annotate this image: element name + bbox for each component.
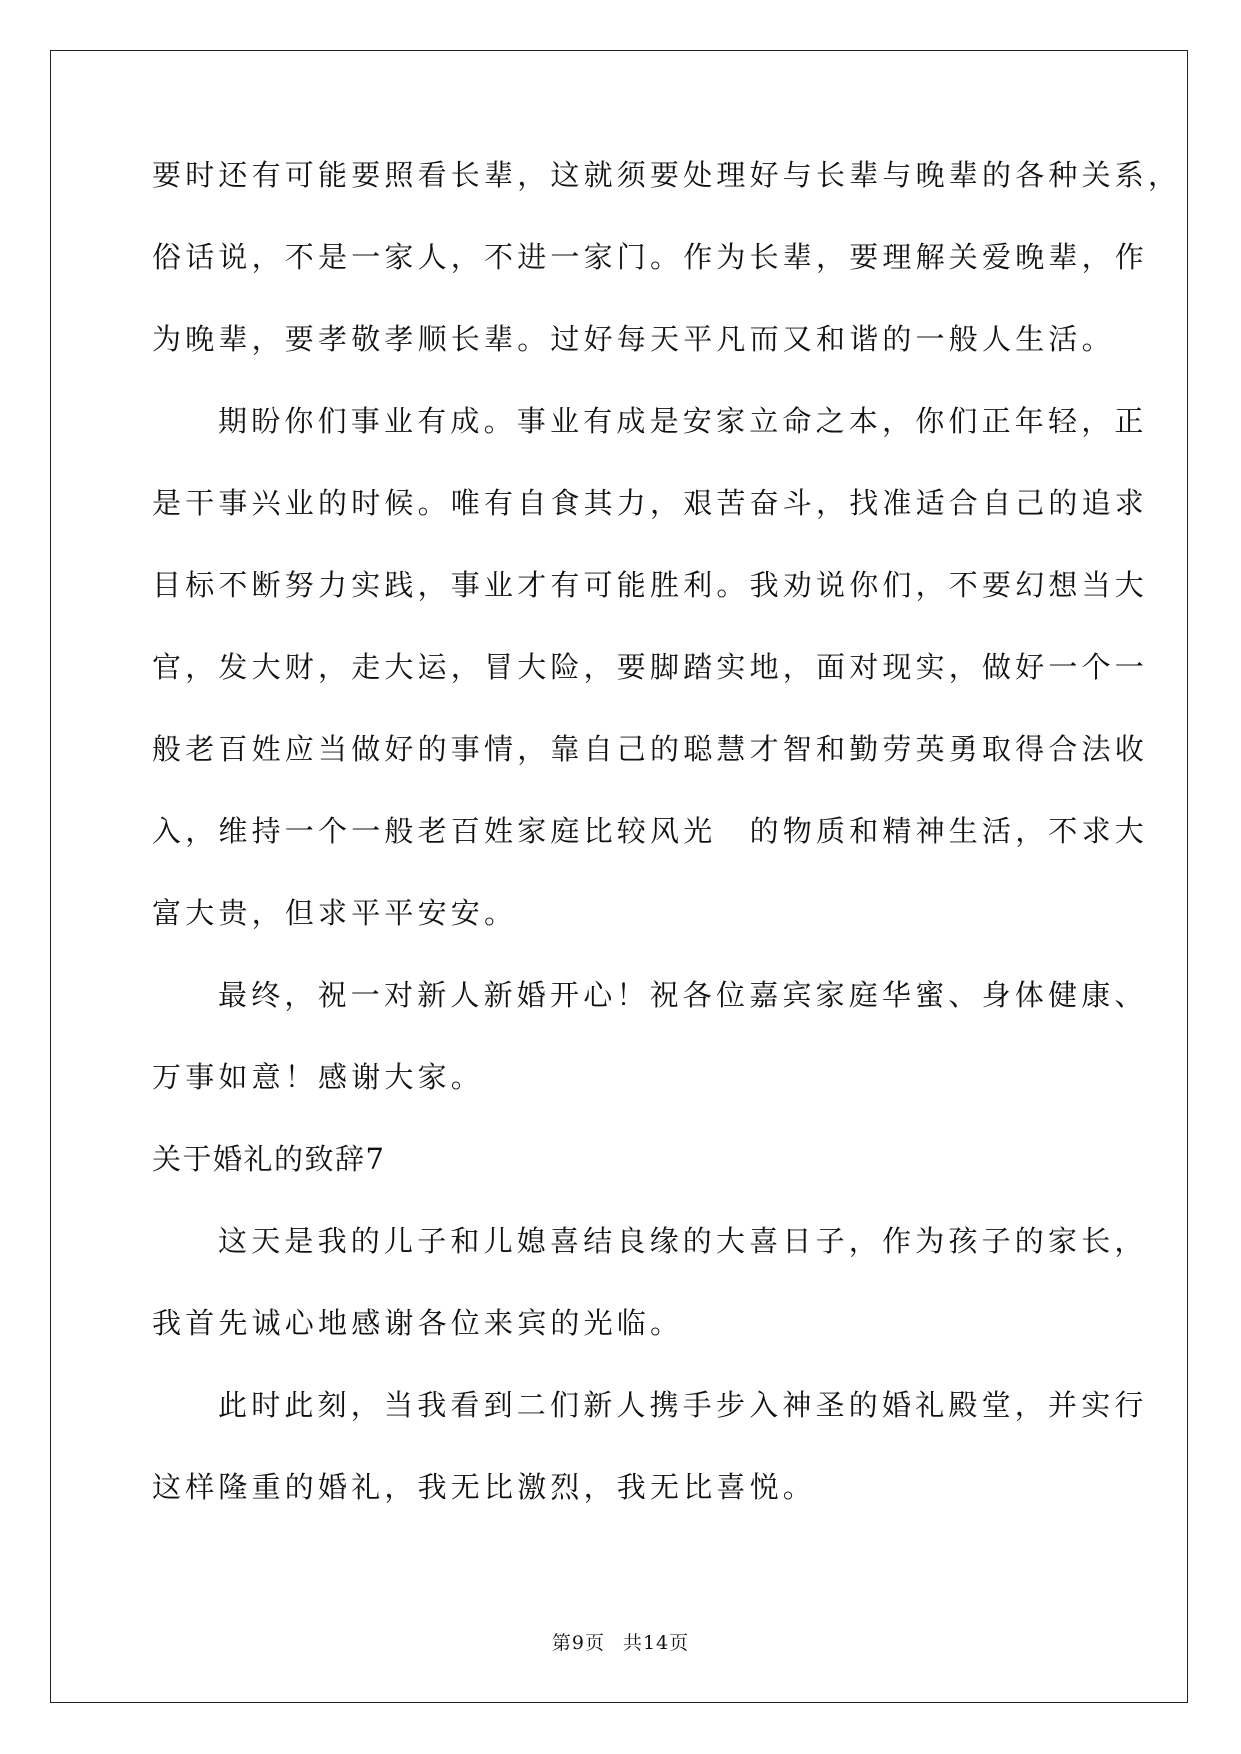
text-line: 为晚辈，要孝敬孝顺长辈。过好每天平凡而又和谐的一般人生活。 — [152, 322, 1115, 356]
text-line: 入，维持一个一般老百姓家庭比较风光 的物质和精神生活，不求大 — [152, 814, 1149, 848]
section-heading: 关于婚礼的致辞7 — [152, 1142, 386, 1176]
document-body — [152, 155, 1182, 1549]
page-total: 共14页 — [622, 1632, 690, 1654]
text-line: 目标不断努力实践，事业才有可能胜利。我劝说你们，不要幻想当大 — [152, 568, 1149, 602]
paragraph-start-line: 期盼你们事业有成。事业有成是安家立命之本，你们正年轻，正 — [218, 404, 1148, 438]
page-footer — [0, 1628, 1241, 1655]
text-line: 官，发大财，走大运，冒大险，要脚踏实地，面对现实，做好一个一 — [152, 650, 1149, 684]
text-line: 俗话说，不是一家人，不进一家门。作为长辈，要理解关爱晚辈，作 — [152, 240, 1149, 274]
page-number: 第9页 — [551, 1632, 605, 1654]
text-line: 富大贵，但求平平安安。 — [152, 896, 518, 930]
text-line: 般老百姓应当做好的事情，靠自己的聪慧才智和勤劳英勇取得合法收 — [152, 732, 1149, 766]
text-line: 要时还有可能要照看长辈，这就须要处理好与长辈与晚辈的各种关系， — [152, 158, 1182, 192]
text-line: 这样隆重的婚礼，我无比激烈，我无比喜悦。 — [152, 1470, 817, 1504]
paragraph-start-line: 这天是我的儿子和儿媳喜结良缘的大喜日子，作为孩子的家长， — [218, 1224, 1148, 1258]
paragraph-start-line: 最终，祝一对新人新婚开心！祝各位嘉宾家庭华蜜、身体健康、 — [218, 978, 1148, 1012]
text-line: 万事如意！感谢大家。 — [152, 1060, 485, 1094]
text-line: 是干事兴业的时候。唯有自食其力，艰苦奋斗，找准适合自己的追求 — [152, 486, 1149, 520]
text-line: 我首先诚心地感谢各位来宾的光临。 — [152, 1306, 684, 1340]
paragraph-start-line: 此时此刻，当我看到二们新人携手步入神圣的婚礼殿堂，并实行 — [218, 1388, 1148, 1422]
